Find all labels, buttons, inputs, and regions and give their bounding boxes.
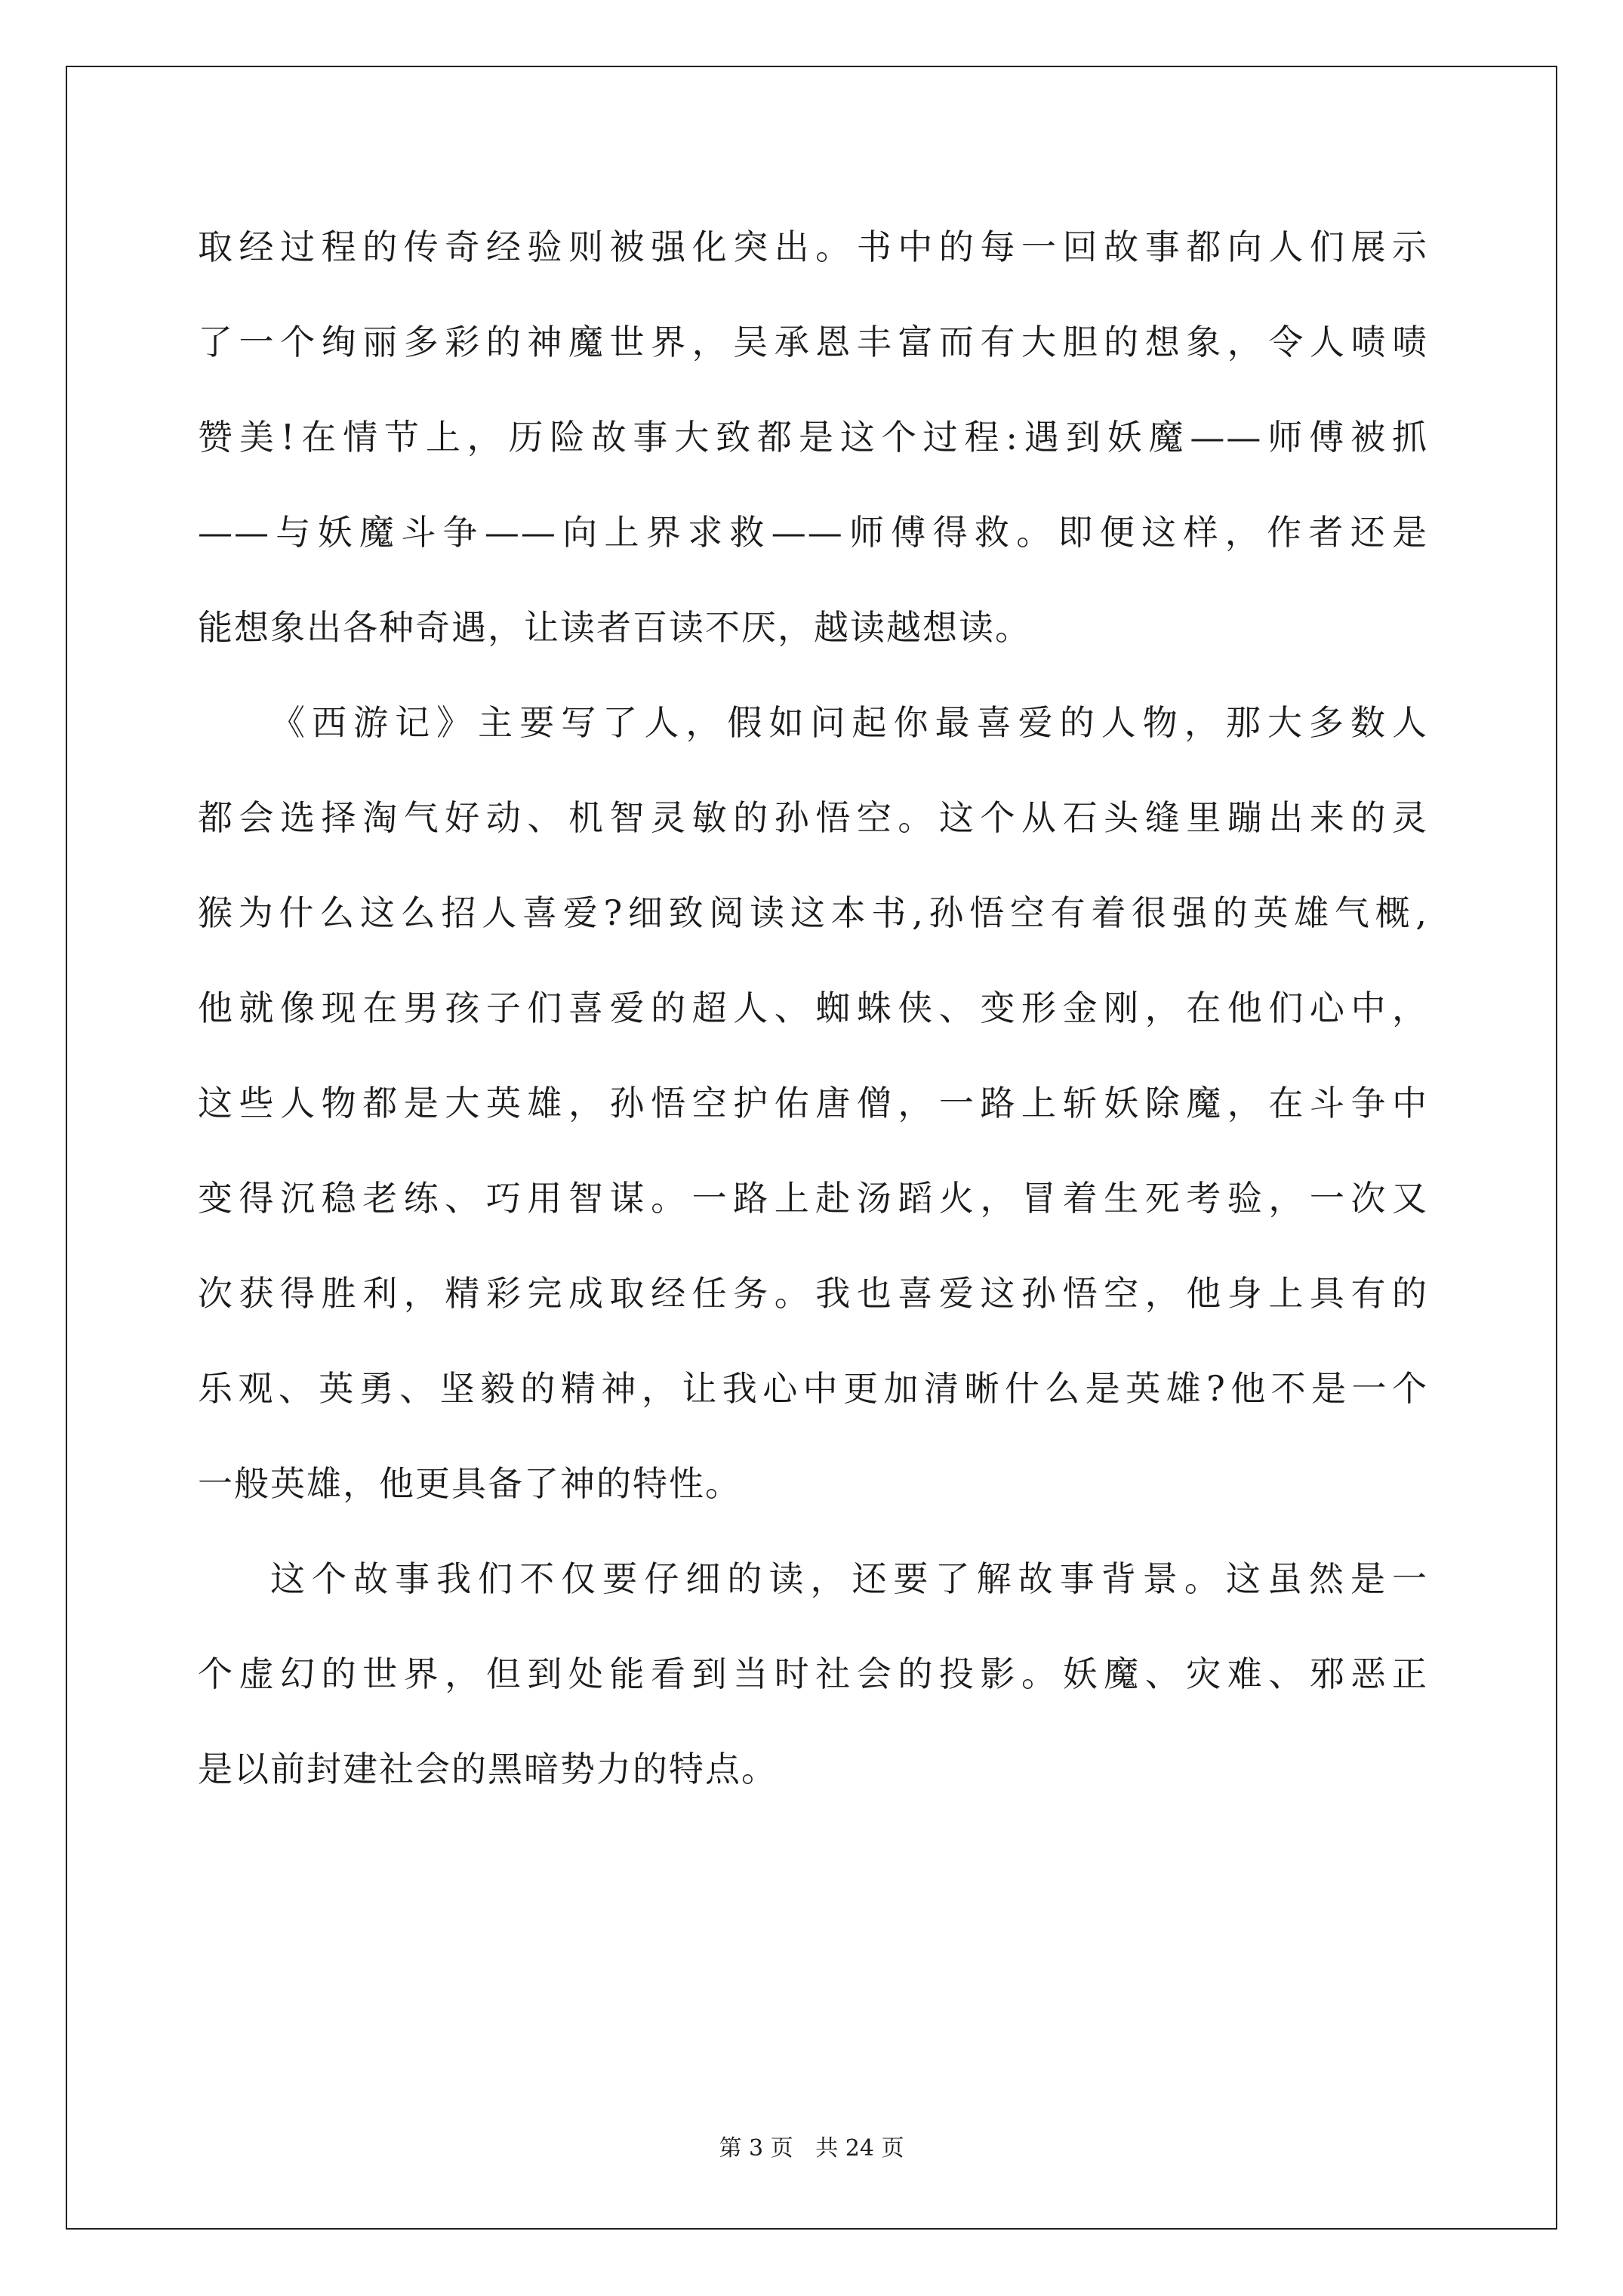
text-line: 一般英雄，他更具备了神的特性。	[198, 1463, 741, 1504]
text-line: 取经过程的传奇经验则被强化突出。书中的每一回故事都向人们展示	[198, 227, 1428, 267]
text-line: 次获得胜利，精彩完成取经任务。我也喜爱这孙悟空，他身上具有的	[198, 1273, 1428, 1314]
text-line: 了一个绚丽多彩的神魔世界，吴承恩丰富而有大胆的想象，令人啧啧	[198, 322, 1428, 362]
text-line: 都会选择淘气好动、机智灵敏的孙悟空。这个从石头缝里蹦出来的灵	[198, 797, 1428, 838]
text-line: 是以前封建社会的黑暗势力的特点。	[198, 1749, 778, 1789]
text-line: 这些人物都是大英雄，孙悟空护佑唐僧，一路上斩妖除魔，在斗争中	[198, 1083, 1428, 1123]
text-line: 变得沉稳老练、巧用智谋。一路上赴汤蹈火，冒着生死考验，一次又	[198, 1178, 1428, 1219]
paragraph-start-line: 《西游记》主要写了人，假如问起你最喜爱的人物，那大多数人	[270, 702, 1428, 743]
page-footer	[0, 2129, 1623, 2162]
paragraph-start-line: 这个故事我们不仅要仔细的读，还要了解故事背景。这虽然是一	[270, 1558, 1428, 1599]
page-number: 第 3 页	[719, 2135, 793, 2162]
document-body	[198, 220, 1428, 1838]
text-line: ——与妖魔斗争——向上界求救——师傅得救。即便这样，作者还是	[198, 512, 1428, 553]
text-line: 个虚幻的世界，但到处能看到当时社会的投影。妖魔、灾难、邪恶正	[198, 1653, 1428, 1694]
text-line: 能想象出各种奇遇，让读者百读不厌，越读越想读。	[198, 607, 1031, 648]
text-line: 赞美!在情节上，历险故事大致都是这个过程:遇到妖魔——师傅被抓	[198, 417, 1428, 458]
text-line: 他就像现在男孩子们喜爱的超人、蜘蛛侠、变形金刚，在他们心中，	[198, 988, 1428, 1028]
text-line: 乐观、英勇、坚毅的精神，让我心中更加清晰什么是英雄?他不是一个	[198, 1368, 1428, 1409]
page-total: 共 24 页	[815, 2135, 904, 2162]
text-line: 猴为什么这么招人喜爱?细致阅读这本书,孙悟空有着很强的英雄气概,	[198, 892, 1428, 933]
